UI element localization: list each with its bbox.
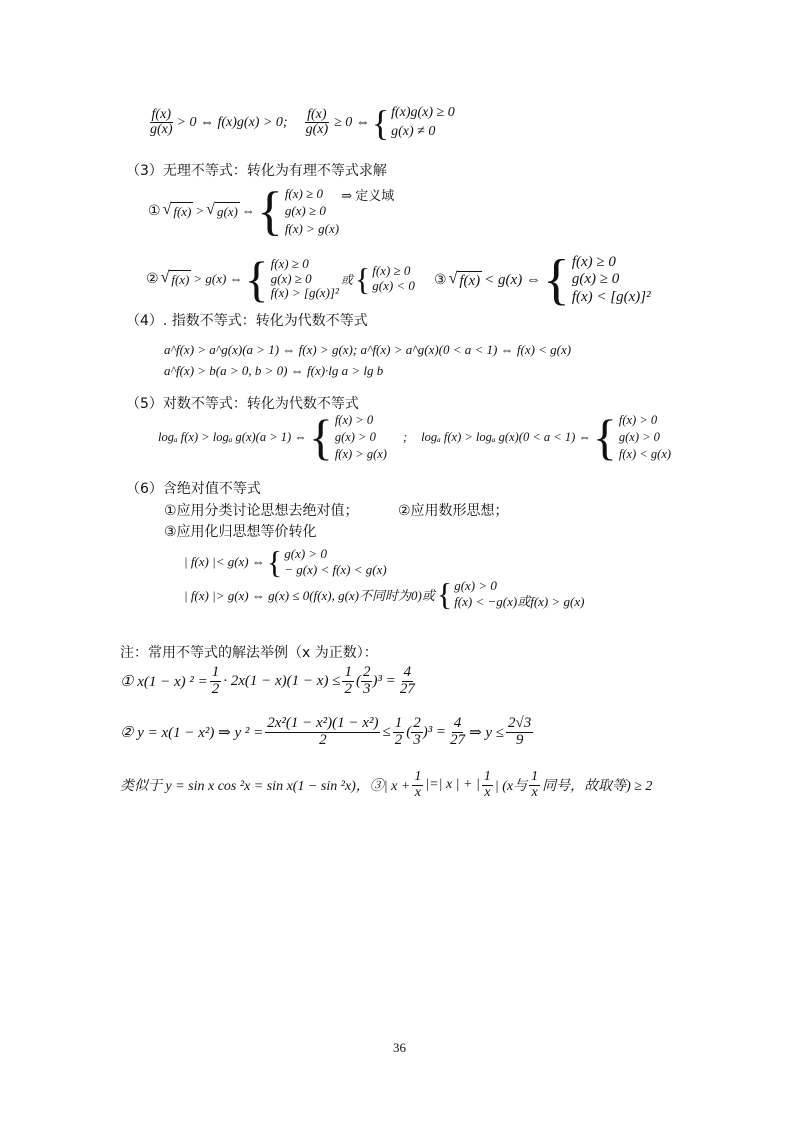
abs-less-brace: { g(x) > 0 − g(x) < f(x) < g(x) — [266, 544, 387, 580]
exponential-line-2: a^f(x) > b(a > 0, b > 0) ⇔ f(x)·lg a > lg b — [164, 363, 384, 378]
sqrt-g: √ g(x) — [206, 201, 238, 219]
absolute-less-line: | f(x) |< g(x) ⇔ { g(x) > 0 − g(x) < f(x) < g(x) — [184, 544, 387, 580]
rational-rest-2: ≥ 0 ⇔ — [334, 114, 370, 130]
note-heading: 注：常用不等式的解法举例（x 为正数）： — [120, 645, 378, 661]
log-left-brace: { f(x) > 0 g(x) > 0 f(x) > g(x) — [308, 409, 387, 466]
page-number: 36 — [393, 1040, 406, 1055]
case-3-brace: { f(x) ≥ 0 g(x) ≥ 0 f(x) < [g(x)]² — [542, 249, 651, 311]
fraction-f-over-g: $\frac{f(x)}{g(x)}$ — [150, 106, 173, 138]
rational-inequality-line — [146, 104, 457, 142]
irrational-case-2: ② √ f(x) > g(x) ⇔ { f(x) ≥ 0 g(x) ≥ 0 f(x) > [g(x)]² 或 { f(x) ≥ 0 g(x) < 0 — [146, 251, 415, 307]
section-6-heading: （6）含绝对值不等式 — [126, 481, 261, 497]
case-2b-brace: { f(x) ≥ 0 g(x) < 0 — [354, 261, 415, 297]
method-3: ③应用化归思想等价转化 — [164, 524, 317, 540]
absolute-greater-line: | f(x) |> g(x) ⇔ g(x) ≤ 0(f(x), g(x)不同时为0)或 { g(x) > 0 f(x) < −g(x)或f(x) > g(x) — [184, 576, 585, 612]
log-right-brace: { f(x) > 0 g(x) > 0 f(x) < g(x) — [592, 409, 672, 466]
section-4-heading: （4）. 指数不等式：转化为代数不等式 — [126, 313, 368, 329]
rational-rest-1: > 0 ⇔ f(x)g(x) > 0; — [176, 114, 288, 130]
method-1: ①应用分类讨论思想去绝对值； — [164, 503, 359, 519]
example-3: 类似于 y = sin x cos ²x = sin x(1 − sin ²x)，③| x + $\frac{1}{x}$ |=| x | + | $\frac{1}{x}$ | (x与 $\frac{1}{x}$ 同号，故取等) ≥ 2 — [120, 769, 653, 800]
fraction-f-over-g-2: $\frac{f(x)}{g(x)}$ — [305, 106, 329, 138]
log-inequality-line: logₐ f(x) > logₐ g(x)(a > 1) ⇔ { f(x) > 0 g(x) > 0 f(x) > g(x) ; logₐ f(x) > logₐ g(x)(0 < a < 1) ⇔ { f(x) > 0 g(x) > 0 f(x) < g(x) — [158, 409, 672, 466]
case-2-brace: { f(x) ≥ 0 g(x) ≥ 0 f(x) > [g(x)]² — [244, 251, 339, 307]
irrational-case-3: ③ √ f(x) < g(x) ⇔ { f(x) ≥ 0 g(x) ≥ 0 f(x) < [g(x)]² — [434, 249, 651, 311]
method-2: ②应用数形思想； — [398, 503, 509, 519]
example-1: ① x(1 − x) ² = $\frac{1}{2}$ · 2x(1 − x)(1 − x) ≤ $\frac{1}{2}$ ( $\frac{2}{3}$ ) ³ = $\frac{4}{27}$ — [120, 664, 415, 697]
irrational-case-1: ① √ f(x) > √ g(x) ⇔ { f(x) ≥ 0 g(x) ≥ 0 f(x) > g(x) ⇒ 定义域 — [148, 181, 395, 241]
exponential-line-1: a^f(x) > a^g(x)(a > 1) ⇔ f(x) > g(x); a^f(x) > a^g(x)(0 < a < 1) ⇔ f(x) < g(x) — [164, 342, 572, 357]
example-2: ② y = x(1 − x²) ⇒ y ² = $\frac{\text{2x²(1 − x²)(1 − x²)}}{2}$ ≤ $\frac{1}{2}$ ( $\frac{2}{3}$ ) ³ = $\frac{4}{27}$ ⇒ y ≤ $\frac{2√3}{9}$ — [120, 715, 532, 748]
section-3-heading: （3）无理不等式：转化为有理不等式求解 — [126, 163, 387, 179]
rational-case-brace: { f(x)g(x) ≥ 0 g(x) ≠ 0 — [371, 102, 455, 143]
sqrt-f: √ f(x) — [162, 201, 192, 219]
abs-greater-brace: { g(x) > 0 f(x) < −g(x)或f(x) > g(x) — [436, 576, 585, 612]
case-1-brace: { f(x) ≥ 0 g(x) ≥ 0 f(x) > g(x) — [256, 181, 340, 241]
section-5-heading: （5）对数不等式：转化为代数不等式 — [126, 396, 359, 412]
